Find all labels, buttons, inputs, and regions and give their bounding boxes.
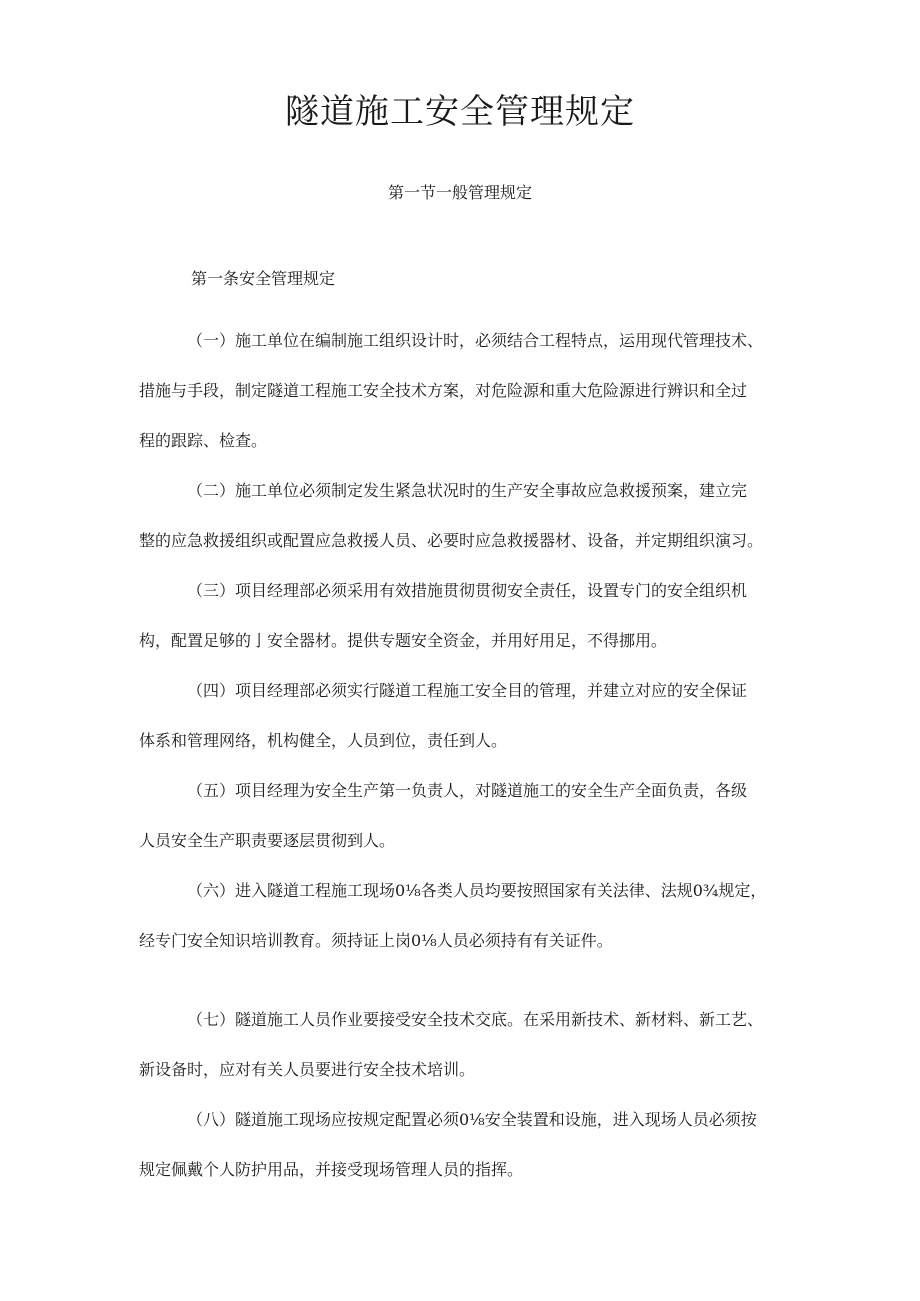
paragraph-line: （六）进入隧道工程施工现场0⅛各类人员均要按照国家有关法律、法规0¾规定，	[187, 881, 767, 900]
paragraph-4	[139, 666, 799, 766]
article-title: 第一条安全管理规定	[191, 269, 336, 288]
paragraph-line: （三）项目经理部必须采用有效措施贯彻贯彻安全责任，设置专门的安全组织机	[187, 581, 748, 600]
paragraph-3	[139, 566, 799, 666]
paragraph-line: （四）项目经理部必须实行隧道工程施工安全目的管理，并建立对应的安全保证	[187, 681, 748, 700]
paragraph-line: 体系和管理网络，机构健全，人员到位，责任到人。	[139, 731, 508, 750]
paragraph-5	[139, 766, 799, 866]
paragraph-line: （七）隧道施工人员作业要接受安全技术交底。在采用新技术、新材料、新工艺、	[187, 1010, 764, 1029]
paragraph-line: 经专门安全知识培训教育。须持证上岗0⅛人员必须持有有关证件。	[139, 931, 613, 950]
paragraph-line: 整的应急救援组织或配置应急救援人员、必要时应急救援器材、设备，并定期组织演习。	[139, 531, 764, 550]
paragraph-line: 措施与手段，制定隧道工程施工安全技术方案，对危险源和重大危险源进行辨识和全过	[139, 381, 748, 400]
paragraph-line: 规定佩戴个人防护用品，并接受现场管理人员的指挥。	[139, 1160, 524, 1179]
paragraph-6	[139, 866, 799, 966]
paragraph-line: （一）施工单位在编制施工组织设计时，必须结合工程特点，运用现代管理技术、	[187, 331, 764, 350]
document-title: 隧道施工安全管理规定	[285, 92, 635, 132]
paragraph-line: （八）隧道施工现场应按规定配置必须0⅛安全装置和设施，进入现场人员必须按	[187, 1110, 757, 1129]
paragraph-line: 构，配置足够的亅安全器材。提供专题安全资金，并用好用足，不得挪用。	[139, 631, 668, 650]
paragraph-line: （二）施工单位必须制定发生紧急状况时的生产安全事故应急救援预案，建立完	[187, 481, 748, 500]
paragraph-line: 人员安全生产职责要逐层贯彻到人。	[139, 831, 396, 850]
paragraph-8	[139, 1095, 799, 1195]
paragraph-line: 程的跟踪、检查。	[139, 431, 268, 450]
paragraph-line: （五）项目经理为安全生产第一负责人，对隧道施工的安全生产全面负责，各级	[187, 781, 748, 800]
paragraph-1	[139, 316, 799, 466]
paragraph-2	[139, 466, 799, 566]
paragraph-line: 新设备时，应对有关人员要进行安全技术培训。	[139, 1060, 476, 1079]
section-title: 第一节一般管理规定	[387, 183, 532, 202]
paragraph-7	[139, 995, 799, 1095]
